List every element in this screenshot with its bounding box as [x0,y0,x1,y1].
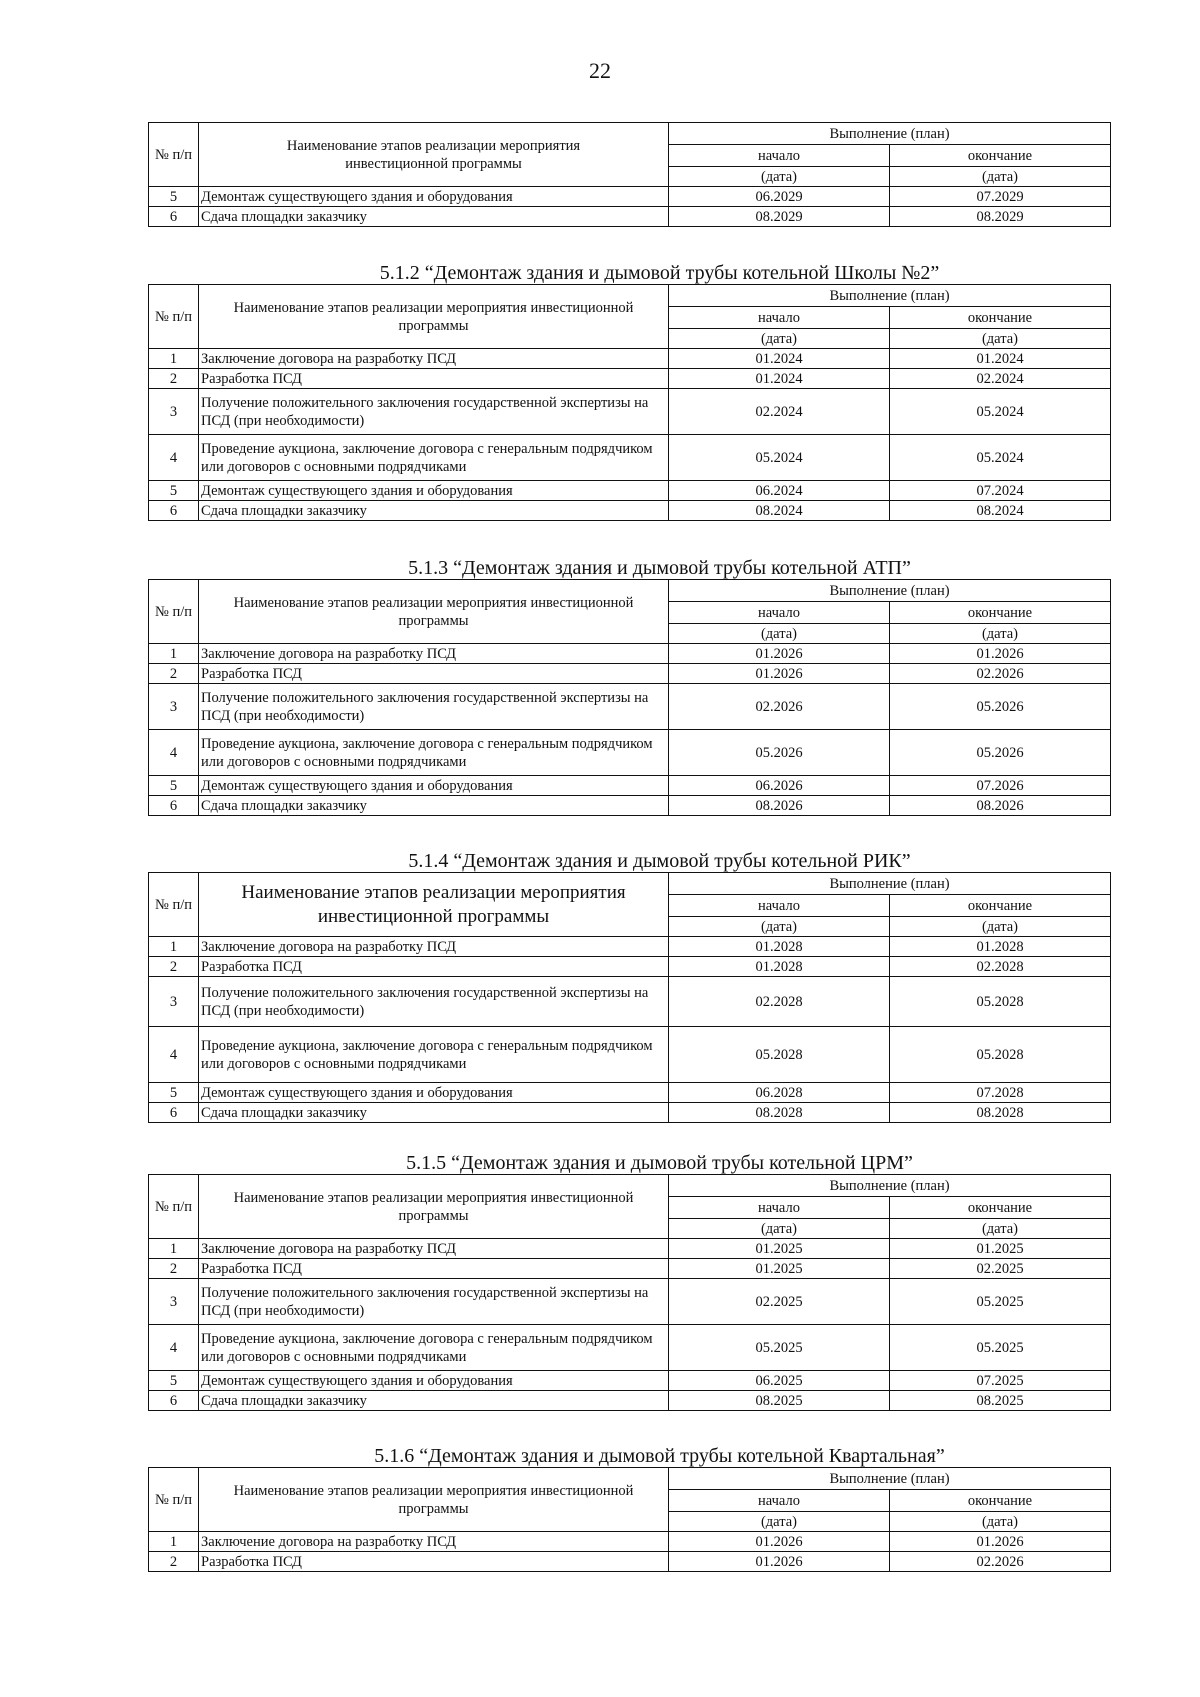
row-end: 01.2026 [890,644,1111,664]
row-name: Демонтаж существующего здания и оборудования [199,776,669,796]
row-no: 3 [149,1279,199,1325]
row-start: 05.2028 [669,1027,890,1083]
row-start: 08.2025 [669,1391,890,1411]
stages-table [148,122,1111,227]
row-end: 01.2028 [890,937,1111,957]
header-start-date: (дата) [669,329,890,349]
section-title: 5.1.4 “Демонтаж здания и дымовой трубы котельной РИК” [408,850,911,872]
header-name: Наименование этапов реализации мероприятия инвестиционной программы [199,873,669,937]
stages-table [148,579,1111,816]
row-start: 05.2025 [669,1325,890,1371]
table-row [149,1027,1111,1083]
row-no: 1 [149,349,199,369]
row-start: 01.2026 [669,1532,890,1552]
row-end: 02.2024 [890,369,1111,389]
row-no: 6 [149,1103,199,1123]
table-row [149,1391,1111,1411]
header-end-date: (дата) [890,917,1111,937]
stages-table [148,1174,1111,1411]
row-no: 5 [149,187,199,207]
header-name: Наименование этапов реализации мероприятия инвестиционной программы [199,1468,669,1532]
row-name: Сдача площадки заказчику [199,796,669,816]
row-start: 01.2025 [669,1239,890,1259]
table-row [149,1532,1111,1552]
row-name: Сдача площадки заказчику [199,501,669,521]
section-title: 5.1.3 “Демонтаж здания и дымовой трубы котельной АТП” [408,557,911,579]
table-row [149,1371,1111,1391]
row-start: 06.2028 [669,1083,890,1103]
row-name: Разработка ПСД [199,664,669,684]
header-execution: Выполнение (план) [669,123,1111,145]
row-no: 4 [149,1027,199,1083]
row-name: Заключение договора на разработку ПСД [199,1239,669,1259]
row-start: 01.2024 [669,349,890,369]
row-no: 2 [149,369,199,389]
header-name: Наименование этапов реализации мероприятия инвестиционной программы [199,285,669,349]
row-start: 01.2025 [669,1259,890,1279]
row-no: 3 [149,389,199,435]
row-name: Получение положительного заключения государственной экспертизы на ПСД (при необходимости) [199,977,669,1027]
table-row [149,664,1111,684]
header-execution: Выполнение (план) [669,285,1111,307]
row-start: 02.2024 [669,389,890,435]
header-end: окончание [890,602,1111,624]
header-no: № п/п [149,123,199,187]
row-end: 02.2025 [890,1259,1111,1279]
row-no: 1 [149,644,199,664]
table-row [149,1259,1111,1279]
table-row [149,684,1111,730]
table-row [149,977,1111,1027]
table-row [149,1552,1111,1572]
row-name: Получение положительного заключения государственной экспертизы на ПСД (при необходимости) [199,684,669,730]
row-name: Демонтаж существующего здания и оборудования [199,481,669,501]
row-no: 5 [149,776,199,796]
row-no: 6 [149,796,199,816]
row-end: 05.2025 [890,1279,1111,1325]
row-name: Заключение договора на разработку ПСД [199,644,669,664]
table-block-5-1-4 [148,850,1111,1123]
row-no: 5 [149,1083,199,1103]
row-end: 05.2026 [890,684,1111,730]
row-start: 02.2026 [669,684,890,730]
row-name: Сдача площадки заказчику [199,1391,669,1411]
row-end: 08.2026 [890,796,1111,816]
header-start: начало [669,895,890,917]
row-end: 05.2024 [890,389,1111,435]
row-end: 02.2026 [890,664,1111,684]
stages-table [148,284,1111,521]
header-execution: Выполнение (план) [669,1175,1111,1197]
row-name: Сдача площадки заказчику [199,207,669,227]
row-start: 01.2026 [669,664,890,684]
header-start: начало [669,602,890,624]
row-no: 6 [149,207,199,227]
row-name: Разработка ПСД [199,1552,669,1572]
table-row [149,435,1111,481]
header-end: окончание [890,145,1111,167]
row-no: 2 [149,957,199,977]
row-start: 08.2026 [669,796,890,816]
row-name: Проведение аукциона, заключение договора с генеральным подрядчиком или договоров с основными подрядчиками [199,1325,669,1371]
row-end: 02.2028 [890,957,1111,977]
row-name: Разработка ПСД [199,957,669,977]
header-end: окончание [890,1197,1111,1219]
row-name: Заключение договора на разработку ПСД [199,1532,669,1552]
row-start: 01.2026 [669,644,890,664]
row-name: Сдача площадки заказчику [199,1103,669,1123]
row-end: 01.2026 [890,1532,1111,1552]
table-row [149,187,1111,207]
table-block-5-1-6 [148,1445,1111,1572]
section-title: 5.1.5 “Демонтаж здания и дымовой трубы котельной ЦРМ” [406,1152,913,1174]
row-end: 01.2025 [890,1239,1111,1259]
table-row [149,1325,1111,1371]
header-no: № п/п [149,580,199,644]
row-no: 1 [149,937,199,957]
row-start: 05.2024 [669,435,890,481]
row-name: Проведение аукциона, заключение договора с генеральным подрядчиком или договоров с основными подрядчиками [199,1027,669,1083]
table-row [149,1103,1111,1123]
header-end-date: (дата) [890,1219,1111,1239]
table-row [149,957,1111,977]
table-row [149,481,1111,501]
row-start: 06.2024 [669,481,890,501]
row-end: 01.2024 [890,349,1111,369]
table-row [149,796,1111,816]
row-end: 08.2029 [890,207,1111,227]
page-number: 22 [589,58,611,83]
header-no: № п/п [149,873,199,937]
row-end: 07.2029 [890,187,1111,207]
row-no: 2 [149,1259,199,1279]
table-row [149,207,1111,227]
table-row [149,369,1111,389]
row-name: Демонтаж существующего здания и оборудования [199,187,669,207]
header-end-date: (дата) [890,624,1111,644]
table-row [149,389,1111,435]
header-start: начало [669,1197,890,1219]
row-name: Демонтаж существующего здания и оборудования [199,1083,669,1103]
section-title: 5.1.2 “Демонтаж здания и дымовой трубы котельной Школы №2” [379,262,940,284]
header-name: Наименование этапов реализации мероприятия инвестиционной программы [199,580,669,644]
table-row [149,644,1111,664]
table-row [149,349,1111,369]
row-end: 08.2028 [890,1103,1111,1123]
row-no: 6 [149,1391,199,1411]
header-end-date: (дата) [890,1512,1111,1532]
row-no: 4 [149,730,199,776]
header-start: начало [669,307,890,329]
row-name: Получение положительного заключения государственной экспертизы на ПСД (при необходимости) [199,1279,669,1325]
table-row [149,937,1111,957]
row-start: 02.2025 [669,1279,890,1325]
row-end: 05.2024 [890,435,1111,481]
row-end: 08.2025 [890,1391,1111,1411]
row-no: 3 [149,684,199,730]
table-block-continuation [148,122,1111,227]
row-start: 02.2028 [669,977,890,1027]
row-end: 05.2025 [890,1325,1111,1371]
row-start: 08.2029 [669,207,890,227]
stages-table [148,872,1111,1123]
row-no: 6 [149,501,199,521]
row-no: 1 [149,1239,199,1259]
header-end-date: (дата) [890,329,1111,349]
row-no: 1 [149,1532,199,1552]
row-no: 5 [149,1371,199,1391]
header-execution: Выполнение (план) [669,1468,1111,1490]
row-no: 4 [149,1325,199,1371]
header-start-date: (дата) [669,1219,890,1239]
row-name: Заключение договора на разработку ПСД [199,349,669,369]
row-name: Проведение аукциона, заключение договора с генеральным подрядчиком или договоров с основными подрядчиками [199,435,669,481]
row-end: 07.2024 [890,481,1111,501]
header-start-date: (дата) [669,917,890,937]
row-start: 01.2028 [669,937,890,957]
row-start: 08.2028 [669,1103,890,1123]
row-name: Разработка ПСД [199,1259,669,1279]
header-end: окончание [890,895,1111,917]
header-execution: Выполнение (план) [669,580,1111,602]
table-row [149,776,1111,796]
table-block-5-1-5 [148,1152,1111,1411]
row-name: Получение положительного заключения государственной экспертизы на ПСД (при необходимости) [199,389,669,435]
table-row [149,1083,1111,1103]
row-start: 05.2026 [669,730,890,776]
header-no: № п/п [149,285,199,349]
header-no: № п/п [149,1468,199,1532]
table-row [149,1279,1111,1325]
row-no: 3 [149,977,199,1027]
row-end: 08.2024 [890,501,1111,521]
row-no: 2 [149,664,199,684]
row-start: 08.2024 [669,501,890,521]
row-name: Демонтаж существующего здания и оборудования [199,1371,669,1391]
row-name: Разработка ПСД [199,369,669,389]
row-start: 06.2029 [669,187,890,207]
header-execution: Выполнение (план) [669,873,1111,895]
table-row [149,730,1111,776]
header-start: начало [669,1490,890,1512]
row-end: 05.2028 [890,1027,1111,1083]
table-row [149,1239,1111,1259]
table-block-5-1-3 [148,557,1111,816]
header-end-date: (дата) [890,167,1111,187]
stages-table [148,1467,1111,1572]
table-block-5-1-2 [148,262,1111,521]
header-start: начало [669,145,890,167]
header-name: Наименование этапов реализации мероприятия инвестиционной программы [199,1175,669,1239]
header-start-date: (дата) [669,167,890,187]
row-end: 05.2026 [890,730,1111,776]
header-name: Наименование этапов реализации мероприятия инвестиционной программы [199,123,669,187]
row-start: 06.2026 [669,776,890,796]
table-row [149,501,1111,521]
row-name: Проведение аукциона, заключение договора с генеральным подрядчиком или договоров с основными подрядчиками [199,730,669,776]
row-end: 07.2025 [890,1371,1111,1391]
row-no: 2 [149,1552,199,1572]
row-no: 5 [149,481,199,501]
row-name: Заключение договора на разработку ПСД [199,937,669,957]
row-no: 4 [149,435,199,481]
row-end: 07.2028 [890,1083,1111,1103]
section-title: 5.1.6 “Демонтаж здания и дымовой трубы котельной Квартальная” [374,1445,945,1467]
row-end: 05.2028 [890,977,1111,1027]
row-start: 06.2025 [669,1371,890,1391]
header-no: № п/п [149,1175,199,1239]
row-start: 01.2026 [669,1552,890,1572]
header-start-date: (дата) [669,1512,890,1532]
row-start: 01.2028 [669,957,890,977]
header-start-date: (дата) [669,624,890,644]
row-start: 01.2024 [669,369,890,389]
row-end: 07.2026 [890,776,1111,796]
row-end: 02.2026 [890,1552,1111,1572]
header-end: окончание [890,1490,1111,1512]
header-end: окончание [890,307,1111,329]
